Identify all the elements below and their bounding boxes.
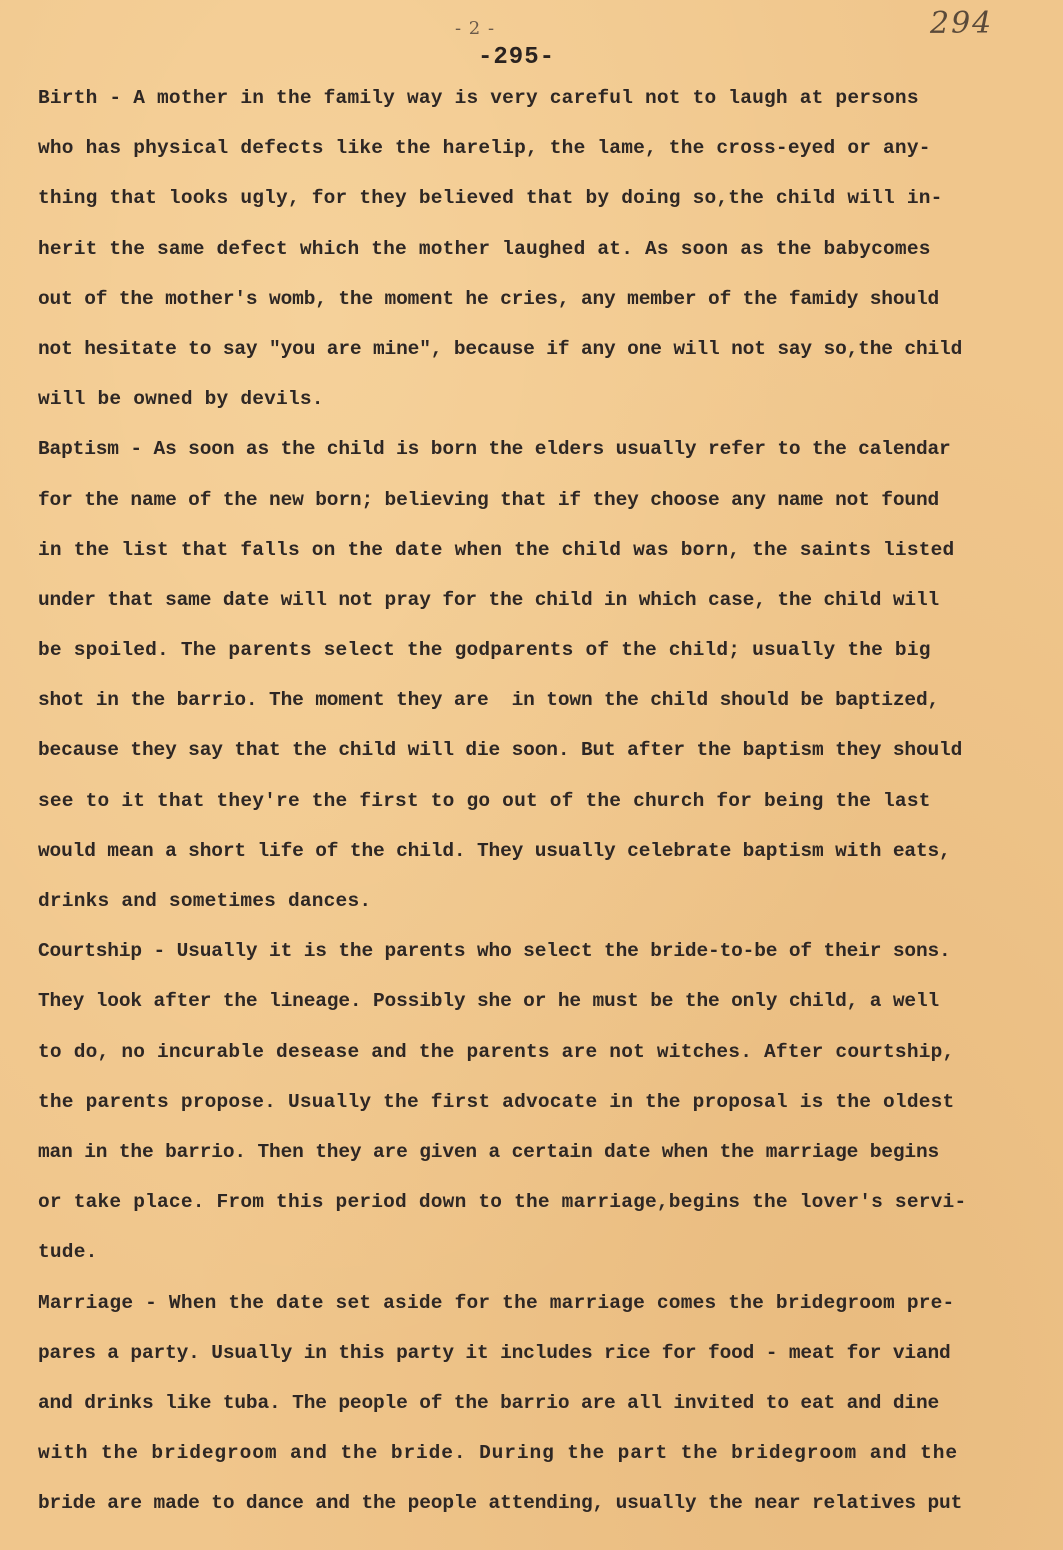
text-line: shot in the barrio. The moment they are in town the child should be baptized, xyxy=(38,689,940,712)
text-line: pares a party. Usually in this party it includes rice for food - meat for viand xyxy=(38,1341,951,1364)
text-line: bride are made to dance and the people attending, usually the near relatives put xyxy=(38,1492,963,1515)
text-line: out of the mother's womb, the moment he cries, any member of the famidy should xyxy=(38,287,940,310)
text-line: who has physical defects like the harelip, the lame, the cross-eyed or any- xyxy=(38,137,931,160)
text-line: Courtship - Usually it is the parents who select the bride-to-be of their sons. xyxy=(38,940,951,963)
text-line: would mean a short life of the child. They usually celebrate baptism with eats, xyxy=(38,839,951,862)
text-line: to do, no incurable desease and the parents are not witches. After courtship, xyxy=(38,1040,955,1063)
text-line: Baptism - As soon as the child is born the elders usually refer to the calendar xyxy=(38,438,951,461)
text-line: in the list that falls on the date when the child was born, the saints listed xyxy=(38,538,955,561)
text-line: or take place. From this period down to the marriage,begins the lover's servi- xyxy=(38,1191,967,1214)
text-line: for the name of the new born; believing that if they choose any name not found xyxy=(38,488,940,511)
handwritten-corner-number: 294 xyxy=(930,6,994,41)
typed-text-body xyxy=(38,82,1048,1537)
text-line: herit the same defect which the mother laughed at. As soon as the babycomes xyxy=(38,237,931,260)
text-line: thing that looks ugly, for they believed that by doing so,the child will in- xyxy=(38,187,943,210)
text-line: not hesitate to say "you are mine", because if any one will not say so,the child xyxy=(38,337,963,360)
text-line: under that same date will not pray for the child in which case, the child will xyxy=(38,588,940,611)
text-line: will be owned by devils. xyxy=(38,388,324,411)
text-line: Marriage - When the date set aside for the marriage comes the bridegroom pre- xyxy=(38,1291,955,1314)
handwritten-page-mark: - 2 - xyxy=(455,18,496,39)
text-line: man in the barrio. Then they are given a certain date when the marriage begins xyxy=(38,1140,940,1163)
text-line: be spoiled. The parents select the godparents of the child; usually the big xyxy=(38,639,931,662)
text-line: Birth - A mother in the family way is very careful not to laugh at persons xyxy=(38,87,919,109)
text-line: and drinks like tuba. The people of the barrio are all invited to eat and dine xyxy=(38,1391,940,1414)
page-number: -295- xyxy=(478,44,556,71)
text-line: the parents propose. Usually the first advocate in the proposal is the oldest xyxy=(38,1090,955,1113)
text-line: see to it that they're the first to go out of the church for being the last xyxy=(38,789,931,812)
text-line: because they say that the child will die soon. But after the baptism they should xyxy=(38,739,963,762)
text-line: with the bridegroom and the bride. During the part the bridegroom and the xyxy=(38,1442,958,1465)
text-line: tude. xyxy=(38,1241,98,1264)
text-line: drinks and sometimes dances. xyxy=(38,890,372,912)
text-line: They look after the lineage. Possibly she or he must be the only child, a well xyxy=(38,990,940,1013)
